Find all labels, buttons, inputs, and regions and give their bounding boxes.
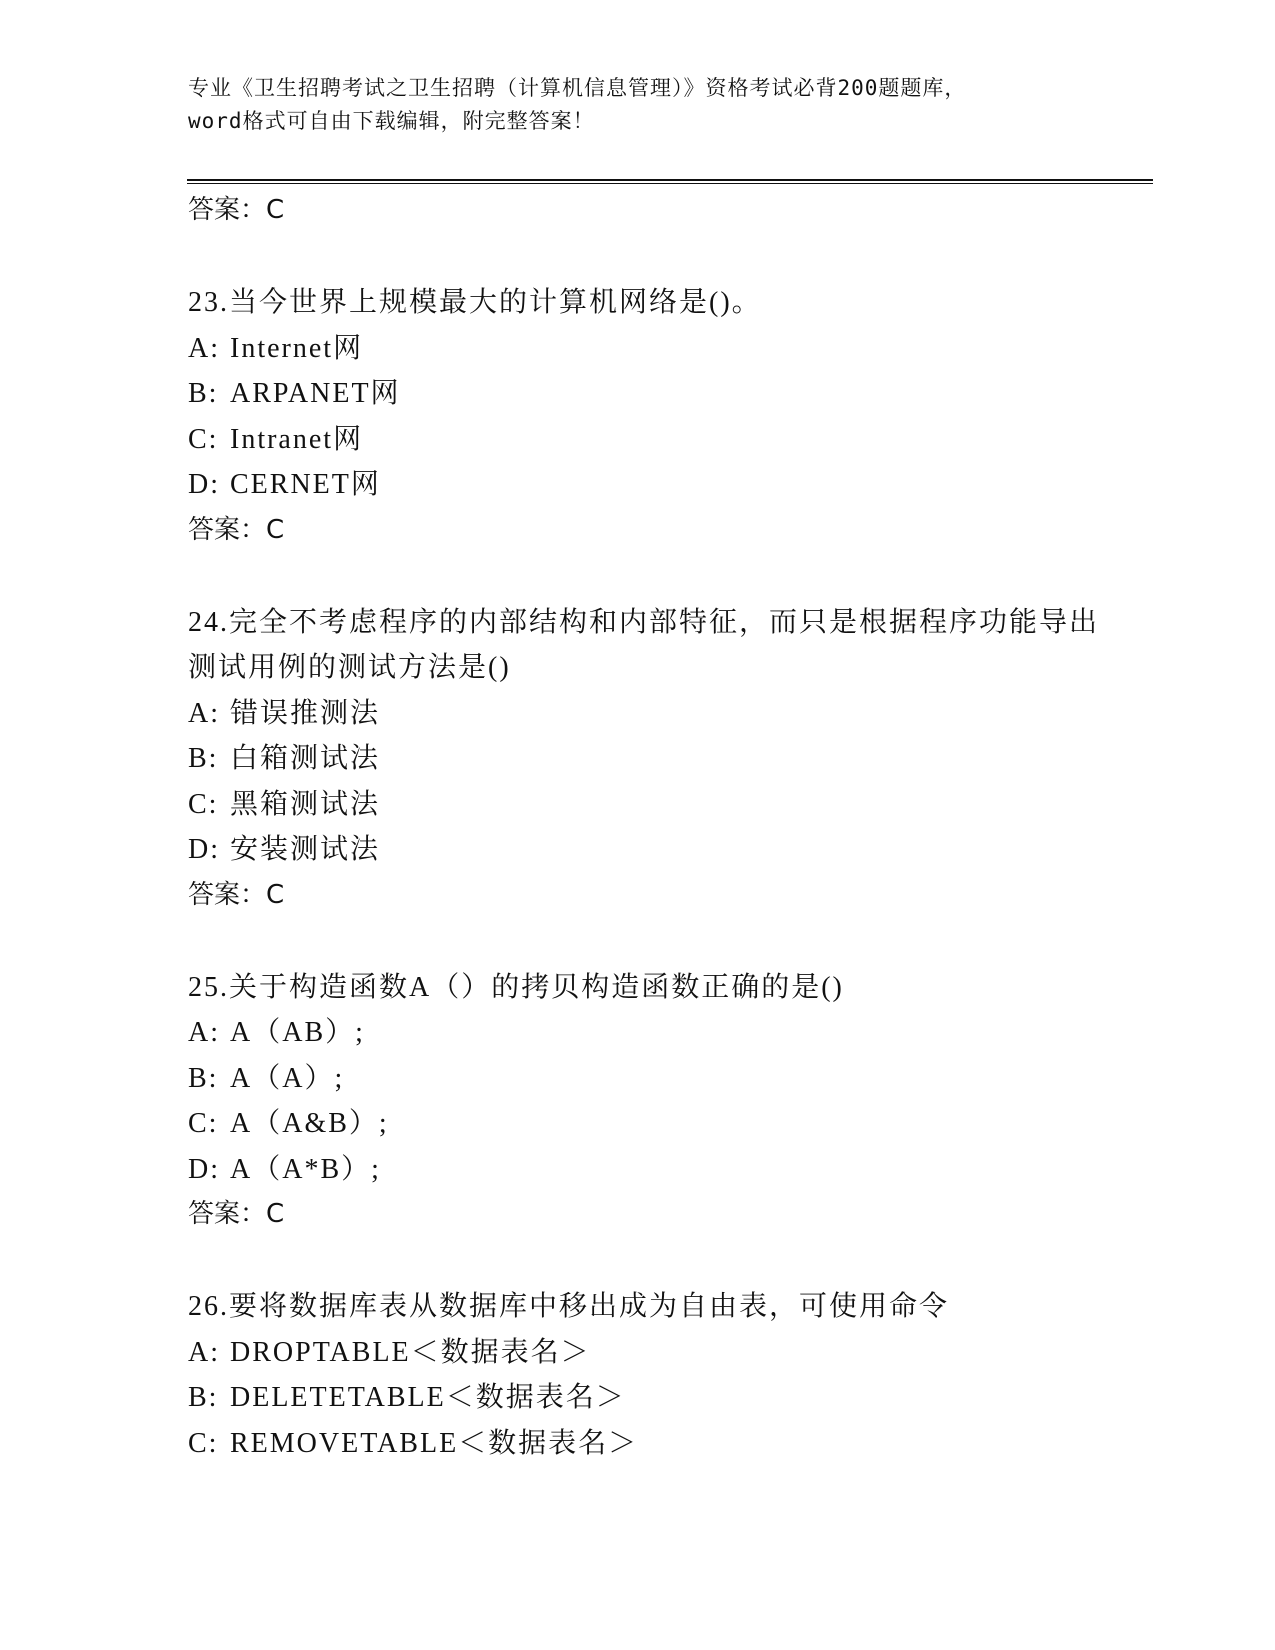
option-text: REMOVETABLE＜数据表名＞	[230, 1427, 639, 1459]
question-item	[188, 600, 1108, 918]
question-text-line: 23.当今世界上规模最大的计算机网络是()。	[188, 287, 762, 318]
header-divider-thin	[187, 183, 1153, 184]
option-letter: D:	[188, 1153, 220, 1185]
questions-container	[188, 280, 1108, 1466]
answer-option	[188, 782, 1108, 828]
answer-option	[188, 462, 1108, 508]
answer-line: 答案：C	[188, 195, 285, 225]
option-text: A（A）;	[230, 1062, 345, 1094]
answer-option	[188, 1147, 1108, 1193]
question-list	[188, 188, 1108, 1466]
answer-option	[188, 1101, 1108, 1147]
option-text: DROPTABLE＜数据表名＞	[230, 1336, 591, 1368]
option-text: 错误推测法	[230, 697, 381, 729]
option-text: Intranet网	[230, 423, 364, 455]
answer-option	[188, 691, 1108, 737]
option-text: ARPANET网	[230, 378, 401, 409]
option-text: CERNET网	[230, 469, 381, 500]
answer-line: 答案：C	[188, 879, 285, 910]
answer-option	[188, 417, 1108, 463]
answer-option	[188, 736, 1108, 782]
option-letter: C:	[188, 423, 219, 455]
option-letter: A:	[188, 332, 220, 364]
header-line-2: word格式可自由下载编辑，附完整答案！	[188, 109, 595, 133]
option-text: Internet网	[230, 332, 364, 364]
option-letter: B:	[188, 378, 219, 409]
answer-option	[188, 1421, 1108, 1467]
answer-option	[188, 1010, 1108, 1056]
answer-line: 答案：C	[188, 1199, 285, 1229]
answer-line: 答案：C	[188, 514, 285, 545]
option-text: 白箱测试法	[230, 743, 381, 774]
answer-option	[188, 326, 1108, 372]
option-letter: A:	[188, 697, 220, 729]
question-text-line: 24.完全不考虑程序的内部结构和内部特征，而只是根据程序功能导出	[188, 606, 1100, 638]
option-letter: B:	[188, 1062, 219, 1094]
question-text	[188, 965, 1108, 1011]
option-letter: D:	[188, 834, 220, 865]
document-header	[188, 72, 1088, 138]
question-text-line: 测试用例的测试方法是()	[188, 652, 511, 683]
option-text: A（A*B）;	[230, 1153, 381, 1185]
answer-option	[188, 1375, 1108, 1421]
question-item	[188, 280, 1108, 553]
option-text: 安装测试法	[230, 834, 381, 865]
answer-option	[188, 1330, 1108, 1376]
answer-option	[188, 827, 1108, 873]
option-text: DELETETABLE＜数据表名＞	[230, 1382, 626, 1413]
option-letter: C:	[188, 788, 219, 820]
question-text	[188, 600, 1108, 691]
option-letter: C:	[188, 1108, 219, 1139]
option-letter: B:	[188, 743, 219, 774]
question-text-line: 25.关于构造函数A（）的拷贝构造函数正确的是()	[188, 971, 844, 1003]
option-text: A（AB）;	[230, 1017, 365, 1048]
option-text: 黑箱测试法	[230, 788, 381, 820]
question-item	[188, 1284, 1108, 1466]
answer-option	[188, 1056, 1108, 1102]
question-text	[188, 280, 1108, 326]
header-divider-thick	[187, 179, 1153, 181]
option-letter: A:	[188, 1336, 220, 1368]
option-letter: A:	[188, 1017, 220, 1048]
question-text	[188, 1284, 1108, 1330]
option-text: A（A&B）;	[230, 1108, 389, 1139]
header-line-1: 专业《卫生招聘考试之卫生招聘（计算机信息管理）》资格考试必背200题题库，	[188, 76, 967, 100]
question-item	[188, 965, 1108, 1238]
question-text-line: 26.要将数据库表从数据库中移出成为自由表，可使用命令	[188, 1291, 950, 1322]
answer-option	[188, 371, 1108, 417]
option-letter: B:	[188, 1382, 219, 1413]
option-letter: D:	[188, 469, 220, 500]
option-letter: C:	[188, 1427, 219, 1459]
